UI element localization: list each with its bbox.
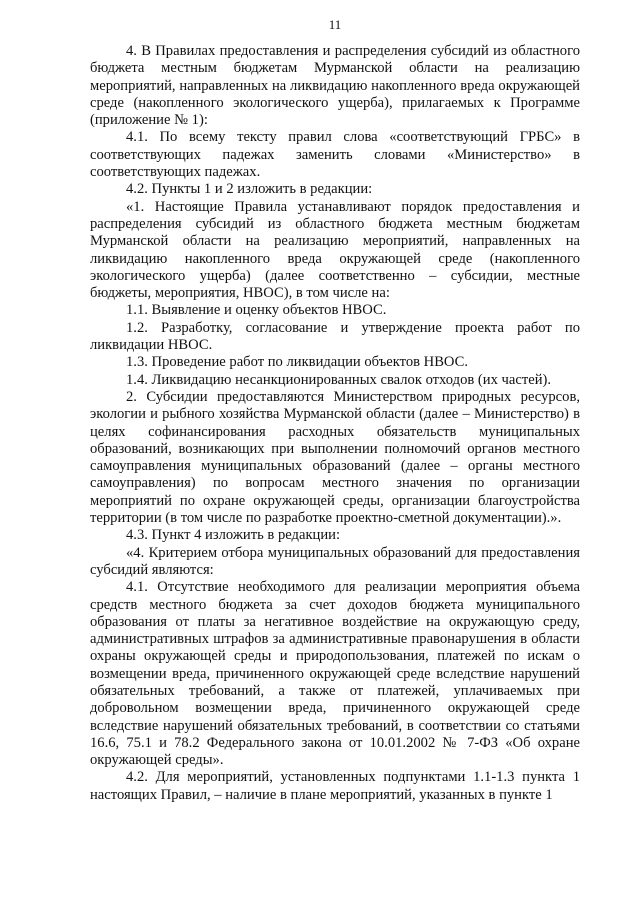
rule-paragraph-1: «1. Настоящие Правила устанавливают порядок предоставления и распределения субсидий из областного бюджета местным бюджетам Мурманской области на реализацию мероприятий, направленных на ликвидацию накопленного вреда окружающей среде (накопленного экологического ущерба) (далее соответственно – субсидии, местные бюджеты, мероприятия, НВОС), в том числе на:	[90, 198, 580, 302]
rule-paragraph-2: 2. Субсидии предоставляются Министерством природных ресурсов, экологии и рыбного хозяйства Мурманской области (далее – Министерство) в целях софинансирования расходных обязательств муниципальных образований, возникающих при выполнении полномочий органов местного самоуправления муниципальных образований (далее – органы местного самоуправления) по вопросам местного значения по организации мероприятий по охране окружающей среды, организации благоустройства территории (в том числе по разработке проектно-сметной документации).».	[90, 388, 580, 527]
paragraph-4-2: 4.2. Пункты 1 и 2 изложить в редакции:	[126, 181, 373, 198]
rule-paragraph-1-3: 1.3. Проведение работ по ликвидации объектов НВОС.	[126, 354, 469, 371]
rule-paragraph-4: «4. Критерием отбора муниципальных образований для предоставления субсидий являются:	[90, 544, 580, 578]
rule-paragraph-1-4: 1.4. Ликвидацию несанкционированных свалок отходов (их частей).	[126, 371, 552, 388]
paragraph-4: 4. В Правилах предоставления и распределения субсидий из областного бюджета местным бюджетам Мурманской области на реализацию мероприятий, направленных на ликвидацию накопленного вреда окружающей среде (накопленного экологического ущерба), прилагаемых к Программе (приложение № 1):	[90, 43, 580, 129]
rule-paragraph-1-1: 1.1. Выявление и оценку объектов НВОС.	[126, 302, 387, 319]
rule-paragraph-4-1: 4.1. Отсутствие необходимого для реализации мероприятия объема средств местного бюджета за счет доходов бюджета муниципального образования от платы за негативное воздействие на окружающую среду, административных штрафов за административные правонарушения в области охраны окружающей среды и природопользования, платежей по искам о возмещении вреда, причиненного окружающей среде вследствие нарушений обязательных требований, а также от платежей, уплачиваемых при добровольном возмещении вреда, причиненного окружающей среде вследствие нарушений обязательных требований, в соответствии со статьями 16.6, 75.1 и 78.2 Федерального закона от 10.01.2002 № 7-ФЗ «Об охране окружающей среды».	[90, 579, 580, 769]
page-number: 11	[328, 17, 342, 32]
document-body	[90, 43, 580, 804]
paragraph-4-1: 4.1. По всему тексту правил слова «соответствующий ГРБС» в соответствующих падежах заменить словами «Министерство» в соответствующих падежах.	[90, 129, 580, 181]
paragraph-4-3: 4.3. Пункт 4 изложить в редакции:	[126, 527, 341, 544]
rule-paragraph-4-2: 4.2. Для мероприятий, установленных подпунктами 1.1-1.3 пункта 1 настоящих Правил, – наличие в плане мероприятий, указанных в пункте 1	[90, 769, 580, 803]
rule-paragraph-1-2: 1.2. Разработку, согласование и утверждение проекта работ по ликвидации НВОС.	[90, 319, 580, 354]
